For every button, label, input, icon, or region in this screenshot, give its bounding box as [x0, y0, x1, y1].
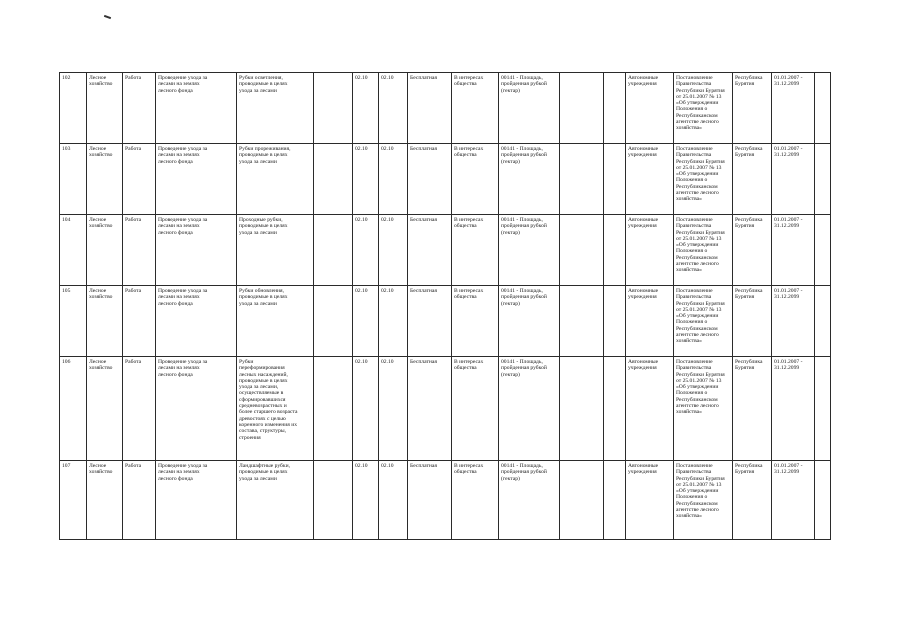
- legal-act-cell: Постановление Правительства Республики Бурятия от 25.01.2007 № 13 «Об утверждении Положения о Республиканском агентстве лесного хозяйства»: [674, 286, 733, 357]
- table-row: [60, 286, 831, 357]
- service-name-cell: Проведение ухода за лесами на землях лесного фонда: [156, 286, 237, 357]
- code-cell-1: 02.10: [353, 286, 379, 357]
- blank-cell: [815, 144, 831, 215]
- kind-cell: Работа: [123, 215, 156, 286]
- indicator-cell: 00141 - Площадь, пройденная рубкой (гектар): [499, 144, 560, 215]
- blank-cell: [604, 144, 626, 215]
- blank-cell: [604, 215, 626, 286]
- table-row: [60, 461, 831, 540]
- blank-cell: [604, 461, 626, 540]
- table-row: [60, 144, 831, 215]
- blank-cell: [604, 286, 626, 357]
- sector-cell: Лесное хозяйство: [87, 144, 123, 215]
- region-cell: Республика Бурятия: [733, 144, 772, 215]
- payment-cell: Бесплатная: [408, 215, 452, 286]
- blank-cell: [815, 461, 831, 540]
- code-cell-2: 02.10: [379, 144, 408, 215]
- kind-cell: Работа: [123, 73, 156, 144]
- row-number: 102: [60, 73, 87, 144]
- blank-cell: [815, 215, 831, 286]
- period-cell: 01.01.2007 - 31.12.2099: [772, 461, 815, 540]
- payment-cell: Бесплатная: [408, 73, 452, 144]
- service-name-cell: Проведение ухода за лесами на землях лесного фонда: [156, 357, 237, 461]
- service-name-cell: Проведение ухода за лесами на землях лесного фонда: [156, 461, 237, 540]
- code-cell-1: 02.10: [353, 144, 379, 215]
- table-row: [60, 357, 831, 461]
- interest-cell: В интересах общества: [452, 73, 499, 144]
- code-cell-1: 02.10: [353, 461, 379, 540]
- period-cell: 01.01.2007 - 31.12.2099: [772, 286, 815, 357]
- period-cell: 01.01.2007 - 31.12.2099: [772, 215, 815, 286]
- kind-cell: Работа: [123, 286, 156, 357]
- table-row: [60, 73, 831, 144]
- payment-cell: Бесплатная: [408, 286, 452, 357]
- code-cell-1: 02.10: [353, 73, 379, 144]
- kind-cell: Работа: [123, 144, 156, 215]
- blank-cell: [604, 357, 626, 461]
- blank-cell: [560, 357, 604, 461]
- blank-cell: [560, 286, 604, 357]
- institution-cell: Автономные учреждения: [626, 461, 674, 540]
- indicator-cell: 00141 - Площадь, пройденная рубкой (гектар): [499, 461, 560, 540]
- blank-cell: [314, 286, 353, 357]
- legal-act-cell: Постановление Правительства Республики Бурятия от 25.01.2007 № 13 «Об утверждении Положения о Республиканском агентстве лесного хозяйства»: [674, 215, 733, 286]
- legal-act-cell: Постановление Правительства Республики Бурятия от 25.01.2007 № 13 «Об утверждении Положения о Республиканском агентстве лесного хозяйства»: [674, 461, 733, 540]
- service-name-cell: Проведение ухода за лесами на землях лесного фонда: [156, 73, 237, 144]
- institution-cell: Автономные учреждения: [626, 357, 674, 461]
- legal-act-cell: Постановление Правительства Республики Бурятия от 25.01.2007 № 13 «Об утверждении Положения о Республиканском агентстве лесного хозяйства»: [674, 357, 733, 461]
- indicator-cell: 00141 - Площадь, пройденная рубкой (гектар): [499, 73, 560, 144]
- region-cell: Республика Бурятия: [733, 215, 772, 286]
- legal-act-cell: Постановление Правительства Республики Бурятия от 25.01.2007 № 13 «Об утверждении Положения о Республиканском агентстве лесного хозяйства»: [674, 73, 733, 144]
- content-cell: Ландшафтные рубки, проводимые в целях ухода за лесами: [237, 461, 314, 540]
- interest-cell: В интересах общества: [452, 215, 499, 286]
- row-number: 106: [60, 357, 87, 461]
- blank-cell: [604, 73, 626, 144]
- service-name-cell: Проведение ухода за лесами на землях лесного фонда: [156, 144, 237, 215]
- row-number: 103: [60, 144, 87, 215]
- table-row: [60, 215, 831, 286]
- institution-cell: Автономные учреждения: [626, 73, 674, 144]
- blank-cell: [560, 144, 604, 215]
- region-cell: Республика Бурятия: [733, 461, 772, 540]
- period-cell: 01.01.2007 - 31.12.2099: [772, 73, 815, 144]
- blank-cell: [314, 215, 353, 286]
- row-number: 105: [60, 286, 87, 357]
- sector-cell: Лесное хозяйство: [87, 357, 123, 461]
- region-cell: Республика Бурятия: [733, 286, 772, 357]
- content-cell: Рубки осветления, проводимые в целях ухода за лесами: [237, 73, 314, 144]
- blank-cell: [314, 73, 353, 144]
- blank-cell: [560, 73, 604, 144]
- indicator-cell: 00141 - Площадь, пройденная рубкой (гектар): [499, 357, 560, 461]
- period-cell: 01.01.2007 - 31.12.2099: [772, 144, 815, 215]
- sector-cell: Лесное хозяйство: [87, 215, 123, 286]
- code-cell-2: 02.10: [379, 357, 408, 461]
- kind-cell: Работа: [123, 461, 156, 540]
- blank-cell: [314, 144, 353, 215]
- kind-cell: Работа: [123, 357, 156, 461]
- interest-cell: В интересах общества: [452, 286, 499, 357]
- period-cell: 01.01.2007 - 31.12.2099: [772, 357, 815, 461]
- sector-cell: Лесное хозяйство: [87, 73, 123, 144]
- content-cell: Рубки прореживания, проводимые в целях ухода за лесами: [237, 144, 314, 215]
- region-cell: Республика Бурятия: [733, 357, 772, 461]
- code-cell-1: 02.10: [353, 215, 379, 286]
- blank-cell: [815, 357, 831, 461]
- blank-cell: [815, 73, 831, 144]
- blank-cell: [560, 461, 604, 540]
- code-cell-2: 02.10: [379, 73, 408, 144]
- payment-cell: Бесплатная: [408, 357, 452, 461]
- code-cell-2: 02.10: [379, 286, 408, 357]
- scan-mark: [104, 15, 111, 19]
- blank-cell: [314, 357, 353, 461]
- content-cell: Рубки переформирования лесных насаждений, проводимые в целях ухода за лесами, осуществляемые в сформировавшихся средневозрастных и более старшего возраста древостоях с целью коренного изменения их состава, структуры, строения: [237, 357, 314, 461]
- institution-cell: Автономные учреждения: [626, 215, 674, 286]
- indicator-cell: 00141 - Площадь, пройденная рубкой (гектар): [499, 286, 560, 357]
- row-number: 104: [60, 215, 87, 286]
- blank-cell: [560, 215, 604, 286]
- region-cell: Республика Бурятия: [733, 73, 772, 144]
- blank-cell: [314, 461, 353, 540]
- payment-cell: Бесплатная: [408, 461, 452, 540]
- legal-act-cell: Постановление Правительства Республики Бурятия от 25.01.2007 № 13 «Об утверждении Положения о Республиканском агентстве лесного хозяйства»: [674, 144, 733, 215]
- row-number: 107: [60, 461, 87, 540]
- indicator-cell: 00141 - Площадь, пройденная рубкой (гектар): [499, 215, 560, 286]
- blank-cell: [815, 286, 831, 357]
- content-cell: Рубки обновления, проводимые в целях ухода за лесами: [237, 286, 314, 357]
- sector-cell: Лесное хозяйство: [87, 461, 123, 540]
- content-cell: Проходные рубки, проводимые в целях ухода за лесами: [237, 215, 314, 286]
- sector-cell: Лесное хозяйство: [87, 286, 123, 357]
- services-table: [59, 72, 831, 540]
- institution-cell: Автономные учреждения: [626, 286, 674, 357]
- service-name-cell: Проведение ухода за лесами на землях лесного фонда: [156, 215, 237, 286]
- code-cell-2: 02.10: [379, 215, 408, 286]
- interest-cell: В интересах общества: [452, 144, 499, 215]
- interest-cell: В интересах общества: [452, 357, 499, 461]
- code-cell-1: 02.10: [353, 357, 379, 461]
- code-cell-2: 02.10: [379, 461, 408, 540]
- institution-cell: Автономные учреждения: [626, 144, 674, 215]
- interest-cell: В интересах общества: [452, 461, 499, 540]
- payment-cell: Бесплатная: [408, 144, 452, 215]
